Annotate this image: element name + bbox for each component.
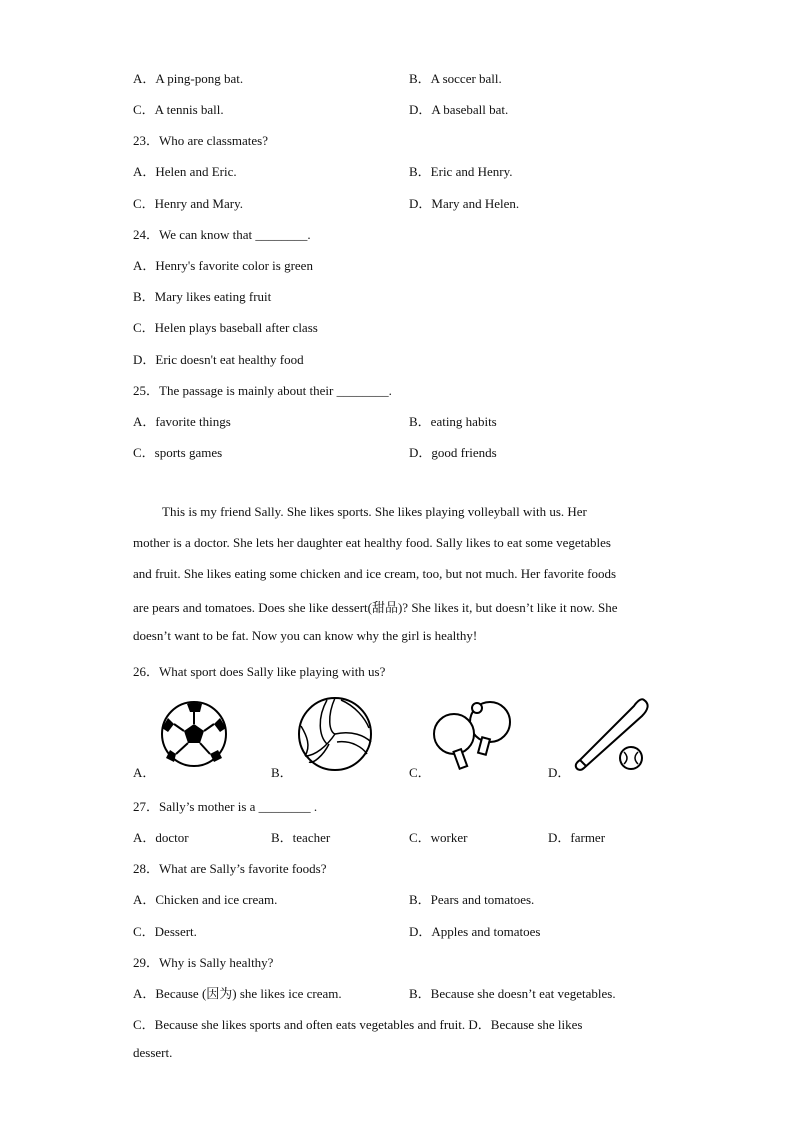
q22-option-d: D．A baseball bat. <box>409 102 509 117</box>
passage-line: are pears and tomatoes. Does she like dessert(甜品)? She likes it, but doesn’t like it now. She <box>133 600 618 615</box>
q22-option-b: B．A soccer ball. <box>409 71 502 86</box>
q29-options-cd-continued: dessert. <box>133 1045 173 1060</box>
q23-stem: 23．Who are classmates? <box>133 133 269 148</box>
q29-option-a: A．Because (因为) she likes ice cream. <box>133 986 342 1001</box>
q28-option-d: D．Apples and tomatoes <box>409 924 541 939</box>
q25-option-b: B．eating habits <box>409 414 497 429</box>
q26-option-a: A． <box>133 765 156 780</box>
passage-line: doesn’t want to be fat. Now you can know why the girl is healthy! <box>133 628 478 643</box>
q23-option-a: A．Helen and Eric. <box>133 164 237 179</box>
q24-option-c: C．Helen plays baseball after class <box>133 320 318 335</box>
q28-option-c: C．Dessert. <box>133 924 197 939</box>
q25-option-a: A．favorite things <box>133 414 231 429</box>
q27-option-b: B．teacher <box>271 830 331 845</box>
passage-line: mother is a doctor. She lets her daughter eat healthy food. Sally likes to eat some vegetables <box>133 535 611 550</box>
q29-stem: 29．Why is Sally healthy? <box>133 955 274 970</box>
q26-option-d: D． <box>548 765 571 780</box>
q26-option-c: C． <box>409 765 431 780</box>
baseball-bat-icon <box>570 696 652 776</box>
q26-option-b: B． <box>271 765 293 780</box>
q25-option-c: C．sports games <box>133 445 223 460</box>
q22-option-a: A．A ping-pong bat. <box>133 71 244 86</box>
q23-option-c: C．Henry and Mary. <box>133 196 243 211</box>
q29-options-cd: C．Because she likes sports and often eats vegetables and fruit. D．Because she likes <box>133 1017 583 1032</box>
q27-option-d: D．farmer <box>548 830 606 845</box>
q22-option-c: C．A tennis ball. <box>133 102 224 117</box>
q25-stem: 25．The passage is mainly about their ________. <box>133 383 392 398</box>
q24-option-d: D．Eric doesn't eat healthy food <box>133 352 304 367</box>
q24-option-a: A．Henry's favorite color is green <box>133 258 313 273</box>
q27-stem: 27．Sally’s mother is a ________ . <box>133 799 318 814</box>
passage-line: and fruit. She likes eating some chicken and ice cream, too, but not much. Her favorite foods <box>133 566 617 581</box>
q29-option-b: B．Because she doesn’t eat vegetables. <box>409 986 616 1001</box>
q23-option-d: D．Mary and Helen. <box>409 196 520 211</box>
q24-option-b: B．Mary likes eating fruit <box>133 289 272 304</box>
soccer-ball-icon <box>160 700 228 768</box>
q27-option-c: C．worker <box>409 830 468 845</box>
volleyball-icon <box>297 696 373 772</box>
q23-option-b: B．Eric and Henry. <box>409 164 513 179</box>
ping-pong-bats-icon <box>432 698 516 772</box>
q24-stem: 24．We can know that ________. <box>133 227 311 242</box>
q25-option-d: D．good friends <box>409 445 497 460</box>
q27-option-a: A．doctor <box>133 830 189 845</box>
q28-option-b: B．Pears and tomatoes. <box>409 892 535 907</box>
q26-stem: 26．What sport does Sally like playing with us? <box>133 664 386 679</box>
q28-option-a: A．Chicken and ice cream. <box>133 892 278 907</box>
q28-stem: 28．What are Sally’s favorite foods? <box>133 861 327 876</box>
passage-line: This is my friend Sally. She likes sports. She likes playing volleyball with us. Her <box>162 504 587 519</box>
